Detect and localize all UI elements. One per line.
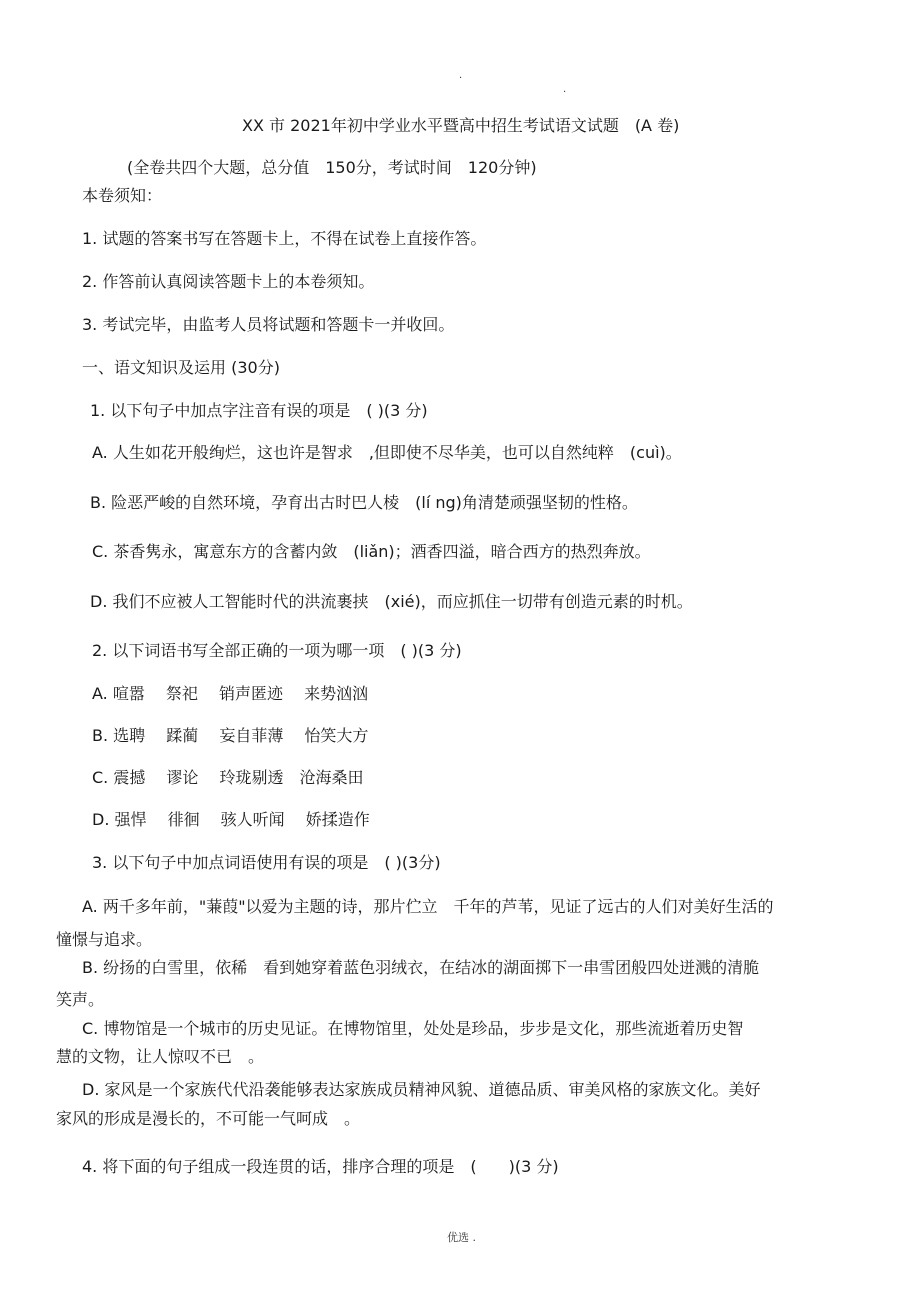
page-footer: 优选 . xyxy=(447,1231,476,1244)
section-1-heading: 一、语文知识及运用 (30分) xyxy=(82,358,280,377)
q1-option-b: B. 险恶严峻的自然环境，孕育出古时巴人棱 (lí ng)角清楚顽强坚韧的性格。 xyxy=(90,493,638,512)
q3-option-d-line2: 家风的形成是漫长的，不可能一气呵成 。 xyxy=(56,1109,361,1128)
q1-option-d: D. 我们不应被人工智能时代的洪流裹挟 (xié)，而应抓住一切带有创造元素的时机。 xyxy=(90,592,693,611)
q4-stem: 4. 将下面的句子组成一段连贯的话，排序合理的项是 ( )(3 分) xyxy=(82,1157,559,1176)
q3-stem: 3. 以下句子中加点词语使用有误的项是 ( )(3分) xyxy=(92,853,441,872)
q2-option-d: D. 强悍 徘徊 骇人听闻 娇揉造作 xyxy=(92,810,370,829)
q2-option-c: C. 震撼 谬论 玲珑剔透 沧海桑田 xyxy=(92,768,364,787)
q1-stem: 1. 以下句子中加点字注音有误的项是 ( )(3 分) xyxy=(90,401,428,420)
q3-option-a-line2: 憧憬与追求。 xyxy=(56,930,153,949)
notice-item-3: 3. 考试完毕，由监考人员将试题和答题卡一并收回。 xyxy=(82,315,455,334)
notice-item-1: 1. 试题的答案书写在答题卡上，不得在试卷上直接作答。 xyxy=(82,229,487,248)
q3-option-a-line1: A. 两千多年前，"蒹葭"以爱为主题的诗，那片伫立 千年的芦苇，见证了远古的人们对美好生活的 xyxy=(82,897,774,916)
exam-subtitle: (全卷共四个大题，总分值 150分，考试时间 120分钟) xyxy=(127,158,537,177)
header-mark-right: . xyxy=(563,84,567,95)
q3-option-c-line1: C. 博物馆是一个城市的历史见证。在博物馆里，处处是珍品，步步是文化，那些流逝着历史智 xyxy=(82,1019,744,1038)
exam-title: XX 市 2021年初中学业水平暨高中招生考试语文试题 (A 卷) xyxy=(242,116,680,135)
q3-option-c-line2: 慧的文物，让人惊叹不已 。 xyxy=(56,1047,265,1066)
q2-stem: 2. 以下词语书写全部正确的一项为哪一项 ( )(3 分) xyxy=(92,641,462,660)
q3-option-d-line1: D. 家风是一个家族代代沿袭能够表达家族成员精神风貌、道德品质、审美风格的家族文化。美好 xyxy=(82,1080,761,1099)
q1-option-c: C. 茶香隽永，寓意东方的含蓄内敛 (liǎn)；酒香四溢，暗合西方的热烈奔放。 xyxy=(92,542,651,561)
q1-option-a: A. 人生如花开般绚烂，这也许是智求 ,但即使不尽华美，也可以自然纯粹 (cuì)。 xyxy=(92,443,682,462)
notice-item-2: 2. 作答前认真阅读答题卡上的本卷须知。 xyxy=(82,272,375,291)
notice-heading: 本卷须知： xyxy=(82,186,163,205)
q2-option-b: B. 选聘 蹂蔺 妄自菲薄 怡笑大方 xyxy=(92,726,369,745)
q3-option-b-line2: 笑声。 xyxy=(56,990,105,1009)
header-mark-left: . xyxy=(459,70,463,81)
q2-option-a: A. 喧嚣 祭祀 销声匿迹 来势汹汹 xyxy=(92,684,369,703)
q3-option-b-line1: B. 纷扬的白雪里，依稀 看到她穿着蓝色羽绒衣，在结冰的湖面掷下一串雪团般四处迸溅的清脆 xyxy=(82,958,760,977)
